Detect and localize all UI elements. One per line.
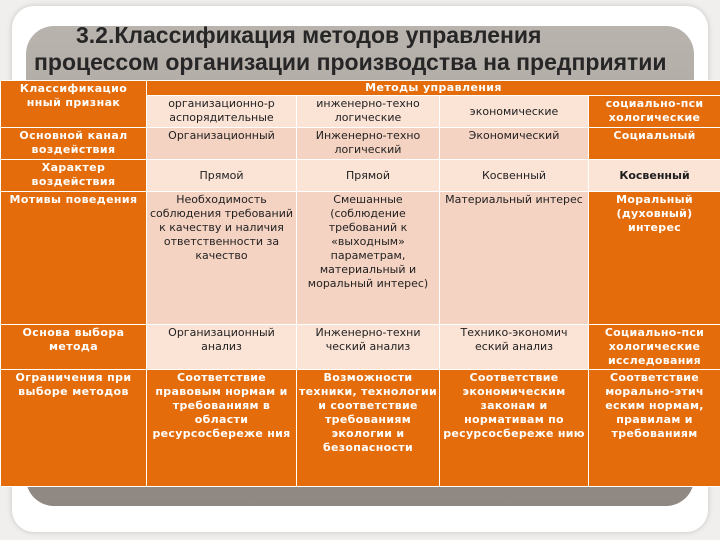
row-label: Характер воздействия bbox=[1, 160, 147, 192]
table-cell: Необходимость соблюдения требований к качеству и наличия ответственности за качество bbox=[147, 192, 297, 325]
table-cell: Инженерно-техно логический bbox=[297, 128, 440, 160]
table-cell: Косвенный bbox=[440, 160, 589, 192]
column-header: организационно-р аспорядительные bbox=[147, 96, 297, 128]
table-cell: Технико-экономич еский анализ bbox=[440, 325, 589, 370]
methods-classification-table bbox=[0, 80, 720, 487]
table-cell: Соответствие правовым нормам и требованиям в области ресурсосбереже ния bbox=[147, 370, 297, 487]
column-header: инженерно-техно логические bbox=[297, 96, 440, 128]
slide-title-line-1: 3.2.Классификация методов управления bbox=[76, 22, 542, 48]
row-label: Основной канал воздействия bbox=[1, 128, 147, 160]
table-cell: Социальный bbox=[589, 128, 720, 160]
table-cell: Возможности техники, технологии и соответствие требованиям экологии и безопасности bbox=[297, 370, 440, 487]
table-cell: Моральный (духовный) интерес bbox=[589, 192, 720, 325]
table-cell: Прямой bbox=[147, 160, 297, 192]
corner-header: Классификацио нный признак bbox=[1, 81, 147, 128]
column-header: социально-пси хологические bbox=[589, 96, 720, 128]
table-cell: Косвенный bbox=[589, 160, 720, 192]
table-cell: Материальный интерес bbox=[440, 192, 589, 325]
table-cell: Инженерно-техни ческий анализ bbox=[297, 325, 440, 370]
table-cell: Соответствие морально-этич еским нормам, правилам и требованиям bbox=[589, 370, 720, 487]
group-header: Методы управления bbox=[147, 81, 720, 96]
slide-title-line-2: процессом организации производства на предприятии bbox=[34, 49, 667, 75]
table-cell: Смешанные (соблюдение требований к «выходным» параметрам, материальный и моральный интерес) bbox=[297, 192, 440, 325]
row-label: Основа выбора метода bbox=[1, 325, 147, 370]
table-cell: Социально-пси хологические исследования bbox=[589, 325, 720, 370]
row-label: Ограничения при выборе методов bbox=[1, 370, 147, 487]
slide-title bbox=[0, 22, 720, 76]
table-cell: Организационный анализ bbox=[147, 325, 297, 370]
row-label: Мотивы поведения bbox=[1, 192, 147, 325]
table-cell: Организационный bbox=[147, 128, 297, 160]
table-cell: Соответствие экономическим законам и нормативам по ресурсосбереже нию bbox=[440, 370, 589, 487]
table-cell: Экономический bbox=[440, 128, 589, 160]
column-header: экономические bbox=[440, 96, 589, 128]
table-cell: Прямой bbox=[297, 160, 440, 192]
